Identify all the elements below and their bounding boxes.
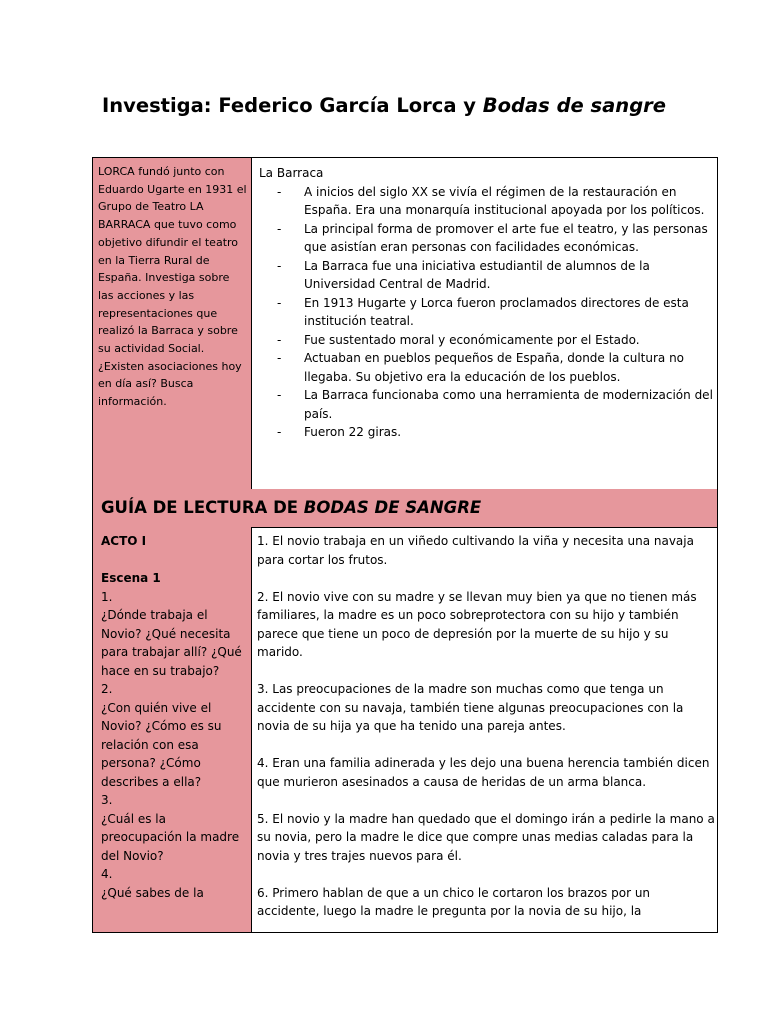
guide-heading-row — [93, 489, 717, 528]
question-text: ¿Con quién vive el Novio? ¿Cómo es su relación con esa persona? ¿Cómo describes a ella? — [101, 700, 222, 789]
bullet-dash: - — [277, 388, 282, 402]
page-title — [92, 88, 676, 124]
question-text: ¿Cuál es la preocupación la madre del Novio? — [101, 811, 240, 863]
bullet-text: La Barraca funcionaba como una herramienta de modernización del país. — [304, 388, 713, 421]
bullet-dash: - — [277, 258, 282, 273]
answer-paragraph: 2. El novio vive con su madre y se llevan muy bien ya que no tienen más familiares, la madre es un poco sobreprotectora con su hijo y también parece que tiene un poco de depresión por la muerte de su hijo y su marido. — [257, 589, 697, 659]
title-italic: Bodas de sangre — [482, 94, 666, 117]
list-item — [259, 183, 719, 220]
worksheet-table — [92, 157, 718, 933]
bullet-dash: - — [277, 184, 282, 199]
questions-cell — [93, 527, 252, 932]
spacer — [101, 551, 247, 570]
guide-row — [93, 527, 717, 932]
title-text: Investiga: Federico García Lorca y — [102, 94, 483, 117]
answer-paragraph: 3. Las preocupaciones de la madre son muchas como que tenga un accidente con su navaja, también tiene algunas preocupaciones con la novia de su hija ya que ha tenido una pareja antes. — [257, 682, 684, 733]
barraca-row — [93, 158, 717, 490]
list-item — [259, 386, 719, 423]
question-number: 2. — [101, 682, 113, 696]
question-text: ¿Qué sabes de la — [101, 885, 204, 900]
list-item — [259, 257, 719, 294]
answer-paragraph: 6. Primero hablan de que a un chico le cortaron los brazos por un accidente, luego la madre le pregunta por la novia de su hijo, la — [257, 885, 651, 918]
answer-paragraph: 4. Eran una familia adinerada y les dejo una buena herencia también dicen que murieron asesinados a causa de heridas de un arma blanca. — [257, 756, 710, 789]
answer-paragraph: 5. El novio y la madre han quedado que el domingo irán a pedirle la mano a su novia, pero la madre le dice que compre unas medias caladas para la novia y tres trajes nuevos para él. — [257, 811, 715, 863]
question-number: 3. — [101, 793, 113, 807]
list-item — [259, 294, 719, 331]
bullet-dash: - — [277, 425, 282, 439]
bullet-text: La principal forma de promover el arte fue el teatro, y las personas que asistían eran personas con facilidades económicas. — [304, 221, 708, 254]
list-item — [259, 220, 719, 257]
bullet-text: En 1913 Hugarte y Lorca fueron proclamados directores de esta institución teatral. — [304, 295, 689, 328]
bullet-dash: - — [277, 221, 282, 236]
list-item — [259, 423, 719, 442]
bullet-text: La Barraca fue una iniciativa estudiantil de alumnos de la Universidad Central de Madrid. — [304, 258, 650, 291]
guide-heading-text: GUÍA DE LECTURA DE — [101, 498, 304, 517]
answer-paragraph: 1. El novio trabaja en un viñedo cultivando la viña y necesita una navaja para cortar los frutos. — [257, 534, 694, 567]
question-text: ¿Dónde trabaja el Novio? ¿Qué necesita para trabajar allí? ¿Qué hace en su trabajo? — [101, 608, 242, 678]
bullet-text: Fueron 22 giras. — [304, 425, 402, 439]
bullet-dash: - — [277, 351, 282, 365]
barraca-task-text: LORCA fundó junto con Eduardo Ugarte en 1931 el Grupo de Teatro LA BARRACA que tuvo como objetivo difundir el teatro en la Tierra Rural de España. Investiga sobre las acciones y las representaciones que realizó la Barraca y sobre su actividad Social. ¿Existen asociaciones hoy en día así? Busca información. — [98, 165, 247, 409]
guide-heading-italic: BODAS DE SANGRE — [303, 498, 482, 517]
barraca-task-cell — [93, 158, 252, 489]
barraca-heading: La Barraca — [259, 166, 324, 180]
list-item — [259, 331, 719, 350]
bullet-text: Actuaban en pueblos pequeños de España, donde la cultura no llegaba. Su objetivo era la educación de los pueblos. — [304, 351, 685, 384]
barraca-answer-cell — [252, 158, 717, 489]
question-number: 4. — [101, 867, 113, 881]
list-item — [259, 349, 719, 386]
questions-column — [101, 532, 247, 902]
guide-heading — [101, 497, 481, 519]
answers-cell — [252, 527, 717, 932]
bullet-text: Fue sustentado moral y económicamente por el Estado. — [304, 332, 640, 347]
question-number: 1. — [101, 589, 113, 604]
bullet-text: A inicios del siglo XX se vivía el régimen de la restauración en España. Era una monarquía institucional apoyada por los políticos. — [304, 184, 705, 217]
scene-label: Escena 1 — [101, 571, 161, 585]
barraca-bullet-list — [259, 183, 719, 442]
act-label: ACTO I — [101, 534, 147, 548]
bullet-dash: - — [277, 332, 282, 347]
bullet-dash: - — [277, 295, 282, 310]
answers-column — [257, 532, 715, 939]
